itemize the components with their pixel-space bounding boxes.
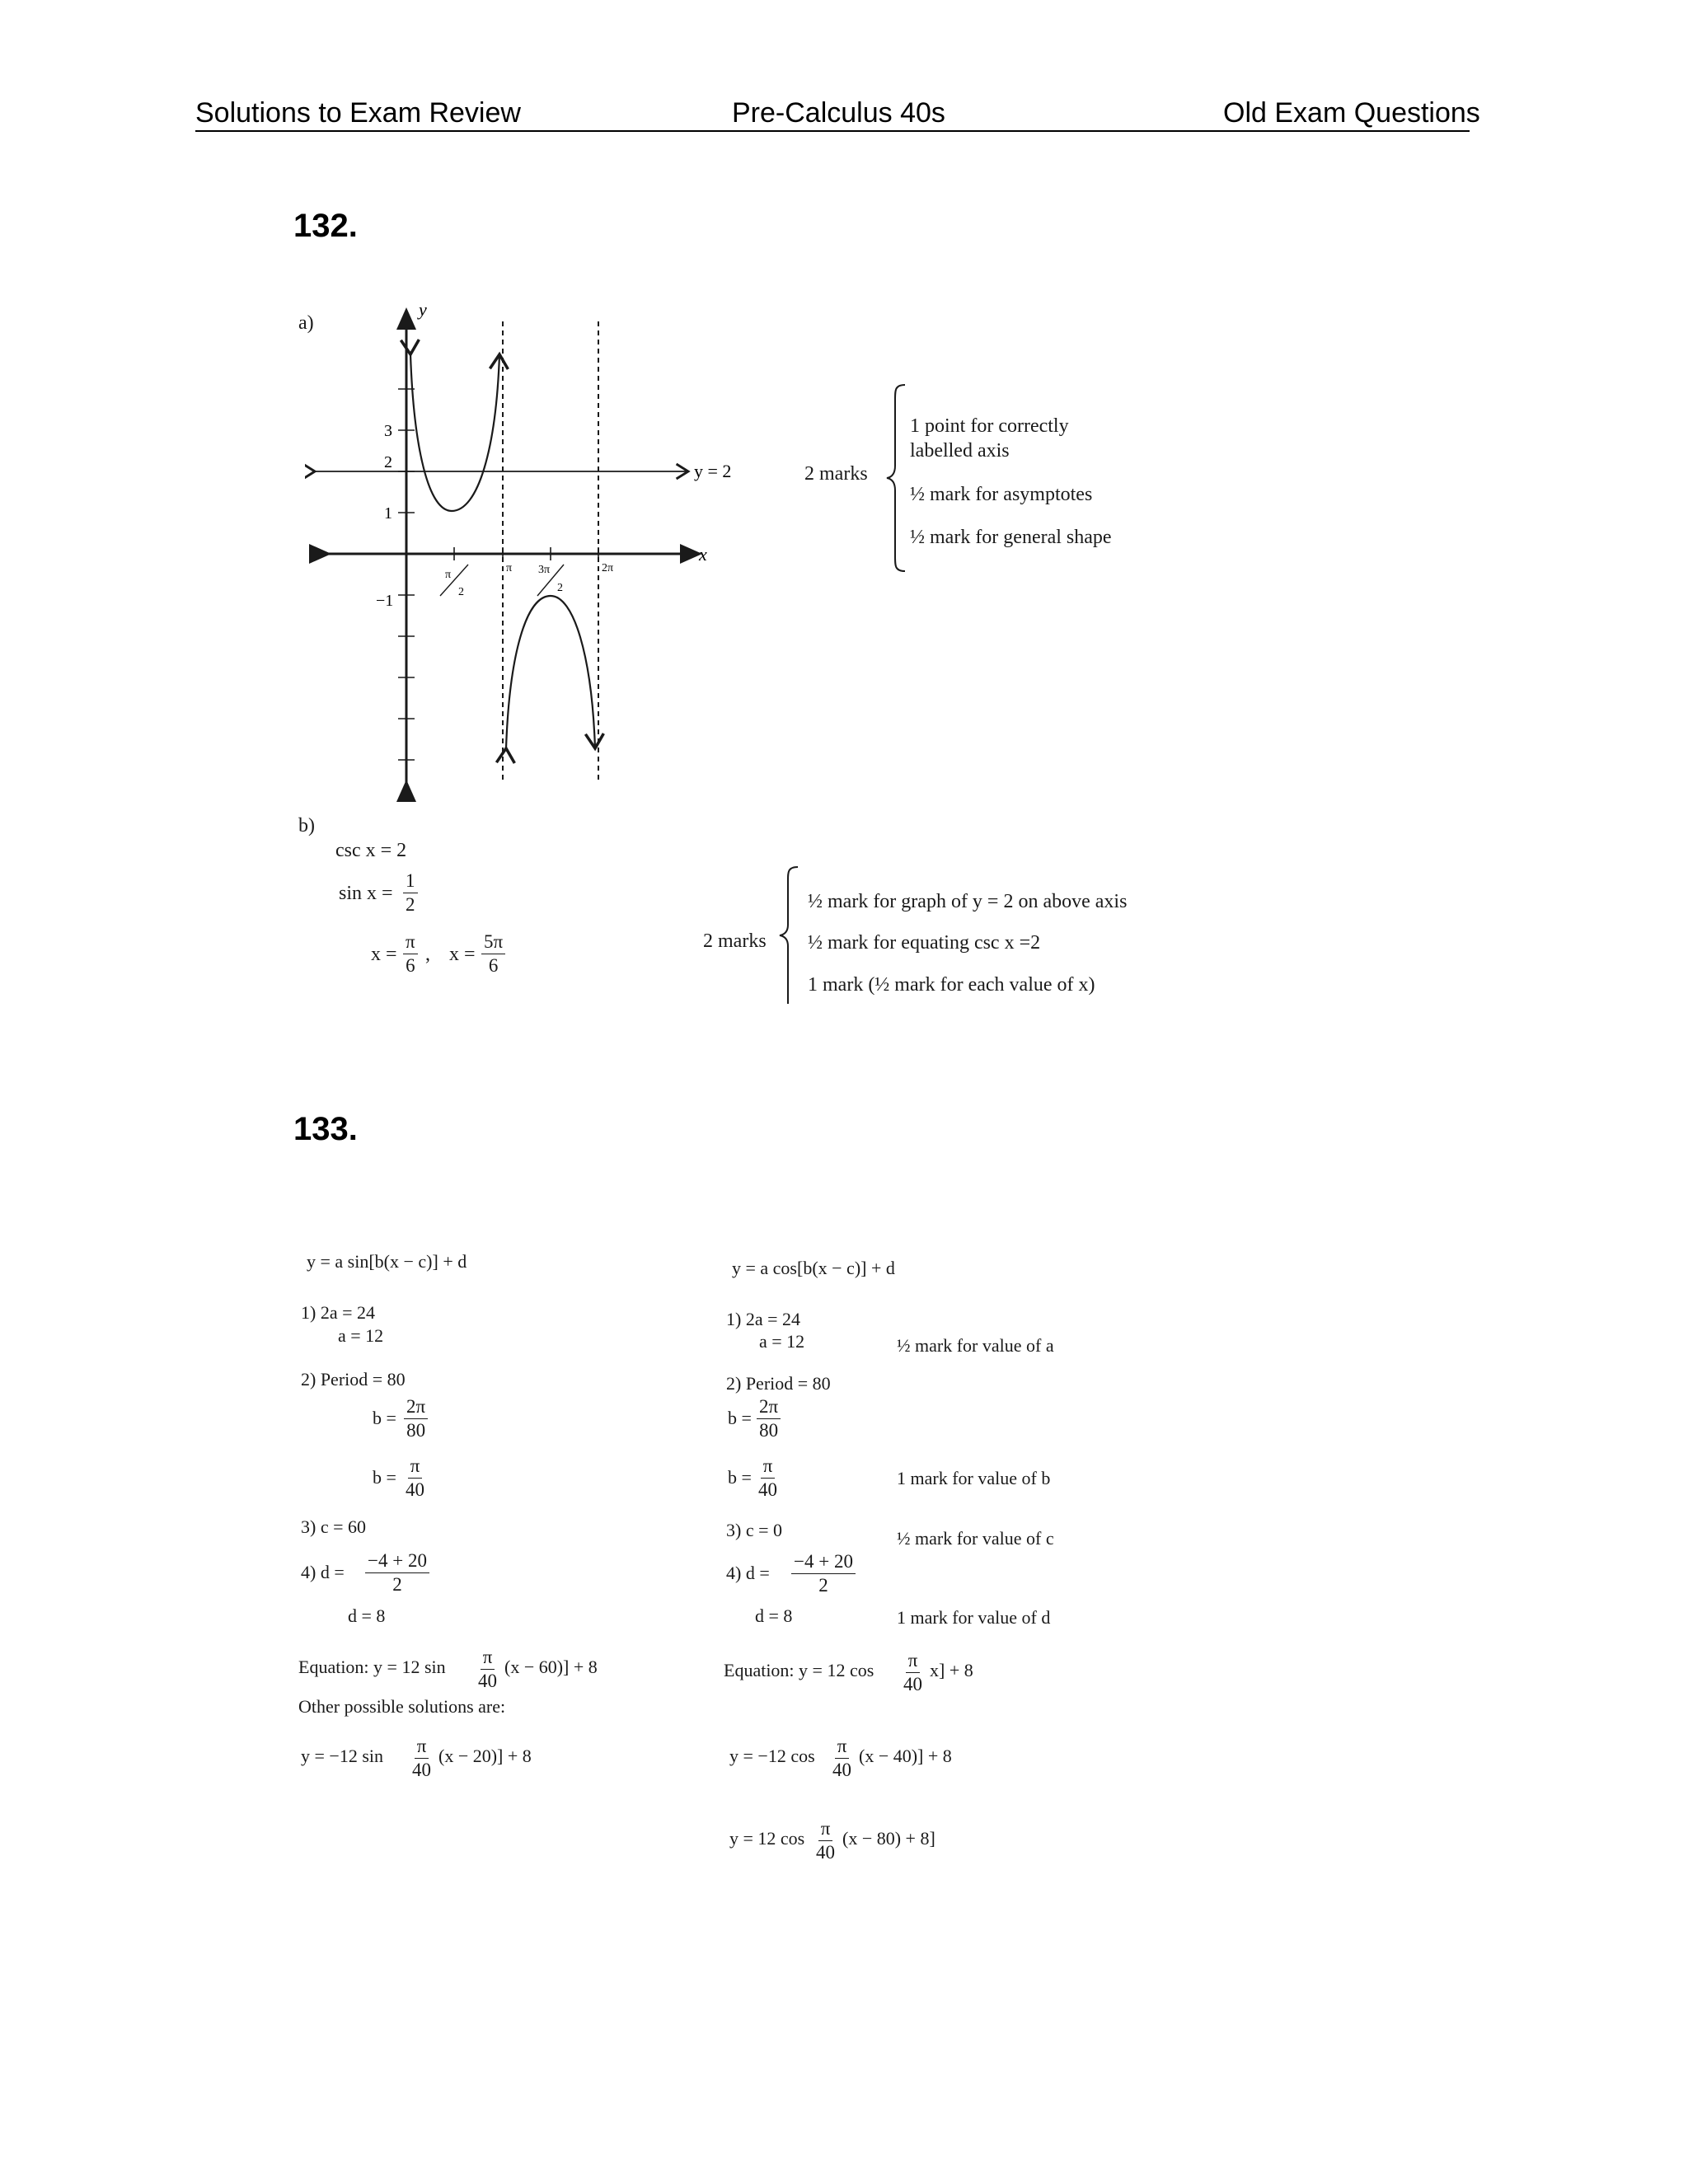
part-b-line1: csc x = 2 — [335, 840, 407, 861]
part-b-x2-fraction: $\frac{5\pi}{6}$ — [481, 931, 505, 977]
cos-step2: 2) Period = 80 — [726, 1373, 831, 1394]
sin-step4-result: d = 8 — [348, 1605, 386, 1626]
y-tick-2: 2 — [384, 453, 392, 471]
cos-step4-fraction: $\frac{-4 + 20}{2}$ — [791, 1551, 856, 1597]
sin-b1-lhs: b = — [373, 1408, 396, 1428]
question-132-number: 132. — [293, 208, 358, 244]
part-b-line2-lhs: sin x = — [339, 883, 393, 904]
part-b-mark-1: ½ mark for graph of y = 2 on above axis — [808, 891, 1128, 912]
part-b-x2-lhs: x = — [449, 944, 476, 965]
cos-b2-lhs: b = — [728, 1467, 752, 1488]
part-b-x1-lhs: x = — [371, 944, 397, 965]
cos-step1: 1) 2a = 24 — [726, 1309, 800, 1329]
part-a-brace — [884, 383, 908, 573]
sin-alt-fraction: $\frac{\pi}{40}$ — [412, 1736, 431, 1781]
cos-b2-fraction: $\frac{\pi}{40}$ — [758, 1455, 777, 1501]
sin-step1-result: a = 12 — [338, 1325, 384, 1346]
sin-equation-prefix: Equation: y = 12 sin — [298, 1657, 446, 1677]
x-tick-2pi: 2π — [602, 562, 614, 574]
sin-b2-lhs: b = — [373, 1467, 396, 1488]
cos-equation-prefix: Equation: y = 12 cos — [724, 1660, 874, 1680]
part-b-x1-fraction: $\frac{\pi}{6}$ — [403, 931, 418, 977]
cos-alt2-suffix: (x − 80) + 8] — [842, 1828, 935, 1849]
cos-alt1-suffix: (x − 40)] + 8 — [859, 1746, 952, 1766]
part-a-mark-2: ½ mark for asymptotes — [910, 484, 1093, 505]
sin-equation-suffix: (x − 60)] + 8 — [504, 1657, 598, 1677]
cos-step4-result: d = 8 — [755, 1605, 793, 1626]
sin-equation-fraction: $\frac{\pi}{40}$ — [478, 1647, 497, 1692]
part-a-label: a) — [298, 312, 314, 334]
lower-branch — [506, 596, 595, 748]
header-center: Pre-Calculus 40s — [732, 97, 945, 129]
cos-alt1-fraction: $\frac{\pi}{40}$ — [832, 1736, 851, 1781]
y-tick-neg1: −1 — [376, 592, 394, 610]
part-b-mark-3: 1 mark (½ mark for each value of x) — [808, 974, 1095, 996]
cos-b1-lhs: b = — [728, 1408, 752, 1428]
sin-alt-suffix: (x − 20)] + 8 — [438, 1746, 532, 1766]
sin-step4-fraction: $\frac{-4 + 20}{2}$ — [365, 1550, 429, 1596]
cos-step3: 3) c = 0 — [726, 1520, 782, 1540]
cosecant-graph — [305, 293, 750, 804]
header-rule — [195, 130, 1470, 132]
y-tick-3: 3 — [384, 422, 392, 440]
sin-b1-fraction: $\frac{2\pi}{80}$ — [404, 1396, 428, 1442]
cos-alt2-fraction: $\frac{\pi}{40}$ — [816, 1818, 835, 1863]
line-label-y-equals-2: y = 2 — [694, 461, 732, 481]
y-tick-1: 1 — [384, 504, 392, 523]
cos-alt2-prefix: y = 12 cos — [729, 1828, 805, 1849]
part-b-mark-2: ½ mark for equating csc x =2 — [808, 932, 1041, 954]
question-133-number: 133. — [293, 1111, 358, 1147]
sin-general-form: y = a sin[b(x − c)] + d — [307, 1251, 467, 1272]
sin-alt-prefix: y = −12 sin — [301, 1746, 383, 1766]
other-solutions-label: Other possible solutions are: — [298, 1696, 506, 1717]
x-tick-3pi-over-2-den: 2 — [557, 582, 563, 594]
cos-equation-suffix: x] + 8 — [930, 1660, 973, 1680]
part-a-mark-1b: labelled axis — [910, 440, 1010, 462]
part-b-comma: , — [425, 944, 430, 965]
sin-step1: 1) 2a = 24 — [301, 1302, 375, 1323]
x-tick-pi: π — [506, 562, 513, 574]
y-axis-label: y — [419, 299, 427, 320]
header-right: Old Exam Questions — [1223, 97, 1480, 129]
x-tick-3pi-over-2-num: 3π — [538, 564, 551, 576]
part-b-marks-total: 2 marks — [703, 930, 767, 952]
mark-value-a: ½ mark for value of a — [897, 1335, 1054, 1356]
part-a-marks-total: 2 marks — [804, 463, 868, 485]
mark-value-d: 1 mark for value of d — [897, 1607, 1051, 1628]
header-left: Solutions to Exam Review — [195, 97, 521, 129]
cos-step4-lhs: 4) d = — [726, 1563, 770, 1583]
part-a-mark-3: ½ mark for general shape — [910, 527, 1112, 548]
sin-b2-fraction: $\frac{\pi}{40}$ — [406, 1455, 424, 1501]
part-b-fraction-half: $\frac{1}{2}$ — [403, 870, 418, 916]
cos-alt1-prefix: y = −12 cos — [729, 1746, 815, 1766]
cos-equation-fraction: $\frac{\pi}{40}$ — [903, 1650, 922, 1695]
cos-step1-result: a = 12 — [759, 1331, 805, 1352]
sin-step3: 3) c = 60 — [301, 1516, 366, 1537]
part-b-label: b) — [298, 815, 315, 837]
upper-branch — [410, 354, 499, 511]
mark-value-c: ½ mark for value of c — [897, 1528, 1054, 1549]
x-tick-pi-over-2-num: π — [445, 569, 452, 581]
x-axis-label: x — [699, 544, 707, 565]
sin-step4-lhs: 4) d = — [301, 1562, 345, 1582]
mark-value-b: 1 mark for value of b — [897, 1468, 1051, 1488]
part-a-mark-1: 1 point for correctly — [910, 415, 1069, 437]
x-tick-pi-over-2-den: 2 — [458, 586, 464, 598]
cos-b1-fraction: $\frac{2\pi}{80}$ — [757, 1396, 781, 1442]
cos-general-form: y = a cos[b(x − c)] + d — [732, 1258, 895, 1278]
part-b-brace — [776, 865, 801, 1005]
sin-step2: 2) Period = 80 — [301, 1369, 406, 1390]
